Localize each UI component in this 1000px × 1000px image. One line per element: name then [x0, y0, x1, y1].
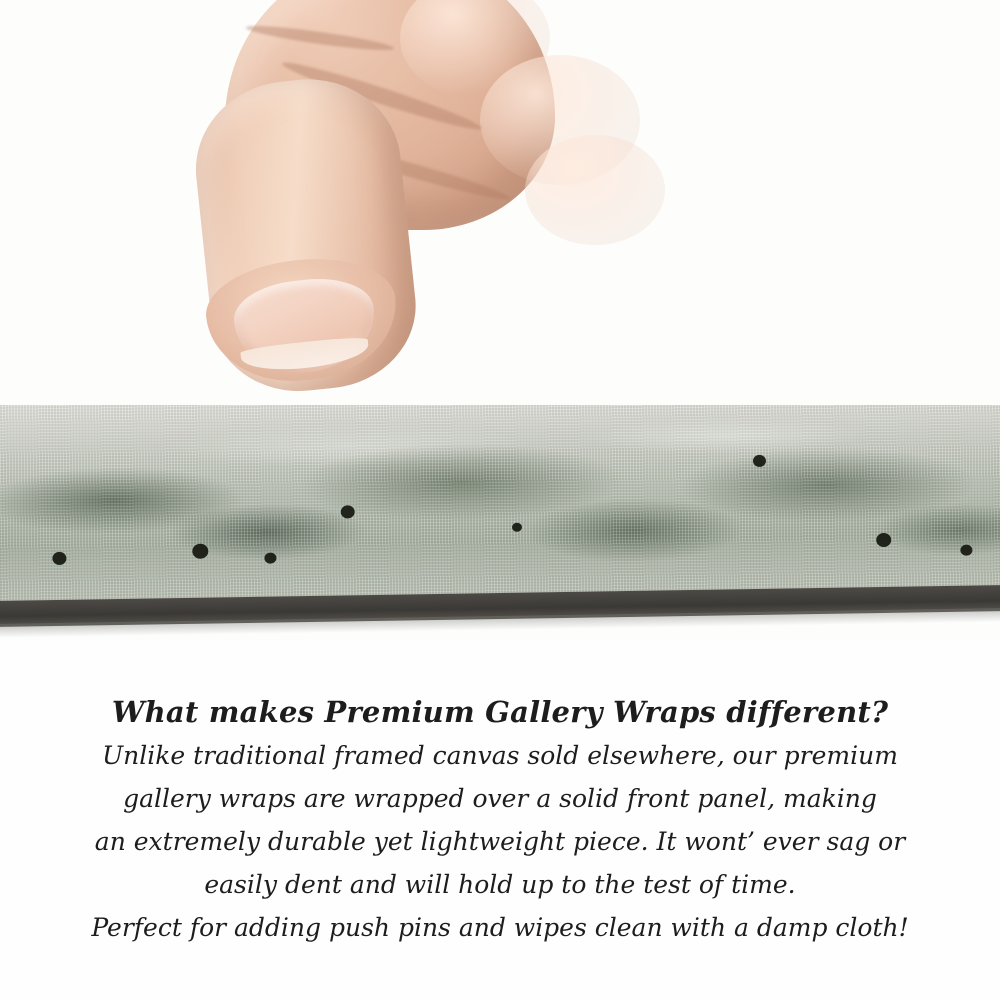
caption-line: easily dent and will hold up to the test of time.: [204, 870, 796, 899]
canvas-edge-slab: [0, 405, 1000, 640]
caption-heading: What makes Premium Gallery Wraps different?: [111, 695, 889, 729]
caption-line: an extremely durable yet lightweight piece. It wont’ ever sag or: [94, 827, 906, 856]
hand-illustration: [95, 0, 565, 420]
caption-line: Perfect for adding push pins and wipes clean with a damp cloth!: [91, 913, 909, 942]
caption-line: gallery wraps are wrapped over a solid front panel, making: [123, 784, 877, 813]
caption-line: Unlike traditional framed canvas sold elsewhere, our premium: [102, 741, 898, 770]
canvas-printed-face: [0, 405, 1000, 617]
canvas-weave-texture: [0, 405, 1000, 617]
caption-block: [0, 690, 1000, 949]
paint-speck: [264, 553, 276, 564]
knuckle-highlight: [525, 135, 665, 245]
